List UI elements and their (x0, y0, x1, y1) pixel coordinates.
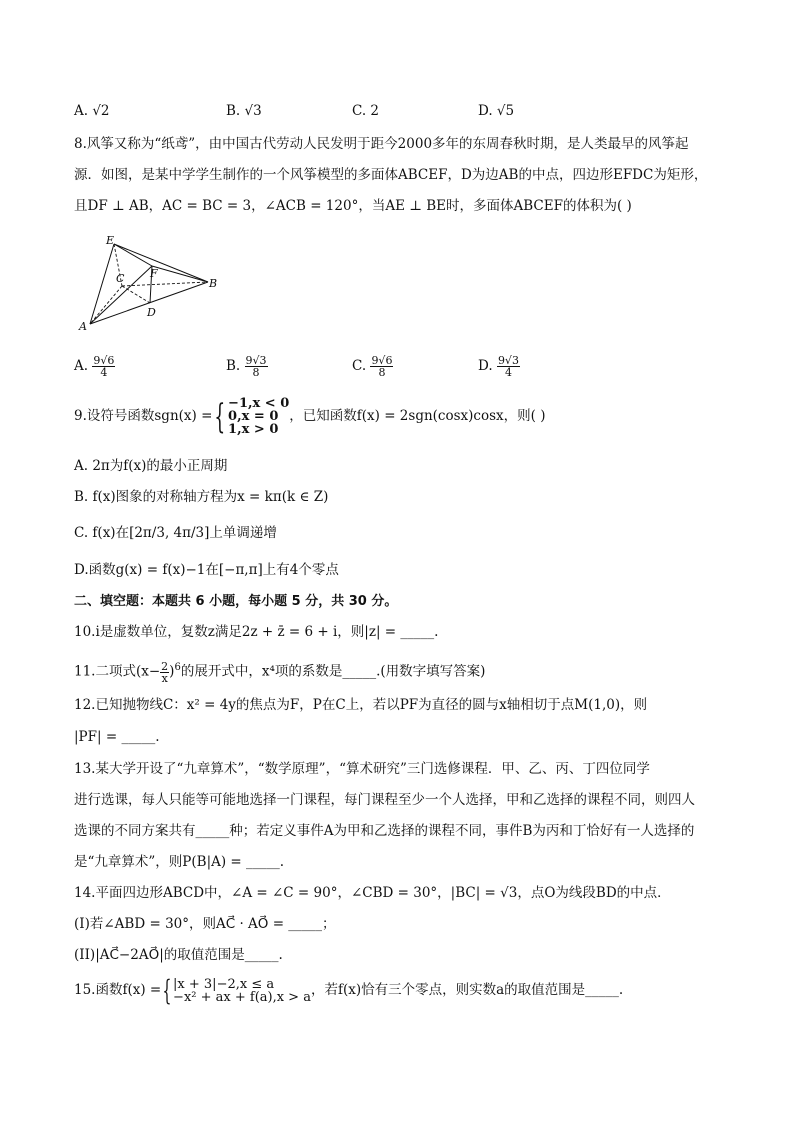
q8-option-c: C. $\frac{9√6}{8}$ (352, 354, 393, 379)
q13-line-3: 选课的不同方案共有_____种；若定义事件A为甲和乙选择的课程不同，事件B为丙和丁恰好有一人选择的 (74, 823, 695, 839)
q9-option-d: D.函数g(x) = f(x)−1在[−π,π]上有4个零点 (74, 562, 339, 578)
q8-option-a: A. $\frac{9√6}{4}$ (74, 354, 115, 379)
q7-option-b: B. √3 (226, 103, 262, 119)
q9-option-c: C. f(x)在[2π/3, 4π/3]上单调递增 (74, 525, 277, 541)
label-e: E (106, 234, 115, 247)
q12-line-1: 12.已知抛物线C：x² = 4y的焦点为F，P在C上，若以PF为直径的圆与x轴相切于点M(1,0)，则 (74, 697, 648, 713)
label-c: C (116, 272, 125, 285)
q7-option-d: D. √5 (478, 103, 515, 119)
q11: 11.二项式(x− $\frac{2}{x}$ )$^6$的展开式中，x⁴项的系数是_____.(用数字填写答案) (74, 659, 486, 685)
q8-line-3: 且DF ⊥ AB，AC = BC = 3，∠ACB = 120°，当AE ⊥ BE时，多面体ABCEF的体积为( ) (74, 198, 632, 214)
q14-line-2: (I)若∠ABD = 30°，则AC⃗ · AO⃗ = _____； (74, 916, 336, 932)
q8-line-1: 8.风筝又称为“纸鸢”，由中国古代劳动人民发明于距今2000多年的东周春秋时期，是人类最早的风筝起 (74, 136, 689, 152)
q12-line-2: |PF| = _____. (74, 729, 160, 745)
label-b: B (209, 277, 218, 290)
label-f: F (150, 267, 158, 280)
q13-line-4: 是“九章算术”，则P(B|A) = _____. (74, 854, 285, 870)
q9-option-a: A. 2π为f(x)的最小正周期 (74, 458, 228, 474)
q10: 10.i是虚数单位，复数z满足2z + z̄ = 6 + i，则|z| = _____. (74, 624, 439, 640)
kite-polyhedron-figure (74, 232, 224, 332)
section-fill-in-title: 二、填空题：本题共 6 小题，每小题 5 分，共 30 分。 (74, 594, 398, 609)
q9-stem: 9.设符号函数sgn(x) ={ −1,x < 0 0,x = 0 1,x > 0 ，已知函数f(x) = 2sgn(cosx)cosx，则( ) (74, 396, 546, 437)
q13-line-2: 进行选课，每人只能等可能地选择一门课程，每门课程至少一个人选择，甲和乙选择的课程不同，则四人 (74, 792, 695, 808)
q14-line-3: (II)|AC⃗−2AO⃗|的取值范围是_____. (74, 947, 283, 963)
q15: 15.函数f(x) ={ |x + 3|−2,x ≤ a −x² + ax + f(a),x > a ，若f(x)恰有三个零点，则实数a的取值范围是_____. (74, 973, 624, 1007)
q14-line-1: 14.平面四边形ABCD中，∠A = ∠C = 90°，∠CBD = 30°，|BC| = √3，点O为线段BD的中点． (74, 885, 671, 901)
q8-option-d: D. $\frac{9√3}{4}$ (478, 354, 519, 379)
q7-option-a: A. √2 (74, 103, 110, 119)
label-a: A (79, 320, 87, 332)
q7-option-c: C. 2 (352, 103, 380, 119)
q8-option-b: B. $\frac{9√3}{8}$ (226, 354, 267, 379)
q13-line-1: 13.某大学开设了“九章算术”，“数学原理”，“算术研究”三门选修课程．甲、乙、丙、丁四位同学 (74, 761, 650, 777)
q9-option-b: B. f(x)图象的对称轴方程为x = kπ(k ∈ Z) (74, 489, 329, 505)
q8-line-2: 源．如图，是某中学学生制作的一个风筝模型的多面体ABCEF，D为边AB的中点，四边形EFDC为矩形， (74, 167, 708, 183)
label-d: D (147, 306, 156, 319)
